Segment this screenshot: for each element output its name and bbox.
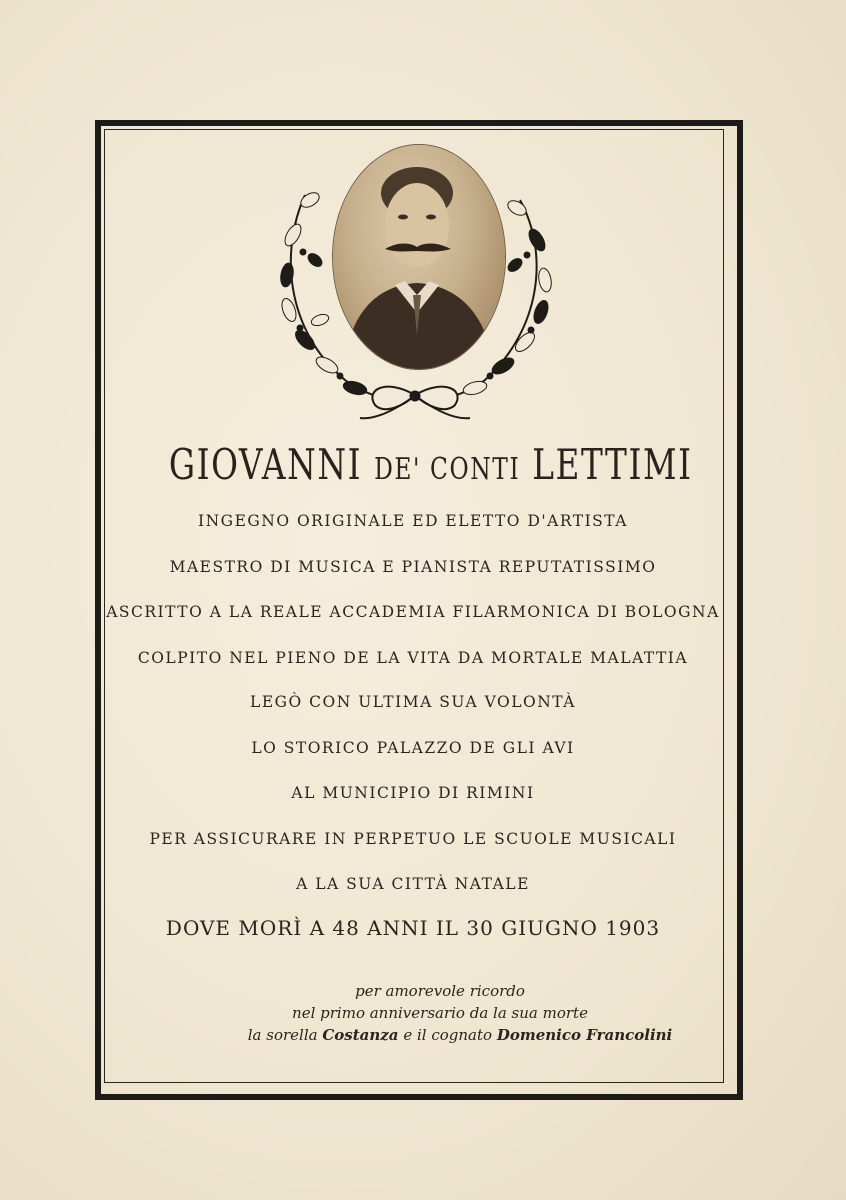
epitaph-line-9: A LA SUA CITTÀ NATALE <box>296 875 530 893</box>
dedication-line-1: per amorevole ricordo <box>355 982 525 1000</box>
epitaph-line-8: PER ASSICURARE IN PERPETUO LE SCUOLE MUSICALI <box>149 830 677 848</box>
epitaph-line-4: COLPITO NEL PIENO DE LA VITA DA MORTALE MALATTIA <box>137 649 689 667</box>
dedication-line-2: nel primo anniversario da la sua morte <box>292 1004 588 1022</box>
portrait-photo <box>333 145 505 369</box>
dedication-brother-in-law-label: e il cognato <box>403 1026 493 1044</box>
epitaph-line-10: DOVE MORÌ A 48 ANNI IL 30 GIUGNO 1903 <box>165 916 661 940</box>
portrait-with-wreath <box>265 140 565 425</box>
epitaph-line-7: AL MUNICIPIO DI RIMINI <box>291 784 535 802</box>
deceased-name-title <box>168 440 693 489</box>
dedication-line-3 <box>200 1026 720 1044</box>
dedication-sister-label: la sorella <box>247 1026 318 1044</box>
dedication-sister-name: Costanza <box>322 1026 399 1044</box>
title-first-name: GIOVANNI <box>168 440 363 489</box>
title-middle: DE' CONTI <box>374 452 521 487</box>
man-portrait-icon <box>333 145 505 369</box>
epitaph-line-5: LEGÒ CON ULTIMA SUA VOLONTÀ <box>250 693 576 711</box>
dedication-brother-in-law-name: Domenico Francolini <box>496 1026 673 1044</box>
epitaph-line-3: ASCRITTO A LA REALE ACCADEMIA FILARMONICA DI BOLOGNA <box>106 603 720 621</box>
epitaph-line-6: LO STORICO PALAZZO DE GLI AVI <box>251 739 575 757</box>
epitaph-line-1: INGEGNO ORIGINALE ED ELETTO D'ARTISTA <box>198 512 628 530</box>
epitaph-line-2: MAESTRO DI MUSICA E PIANISTA REPUTATISSIMO <box>169 558 657 576</box>
title-last-name: LETTIMI <box>532 440 693 489</box>
